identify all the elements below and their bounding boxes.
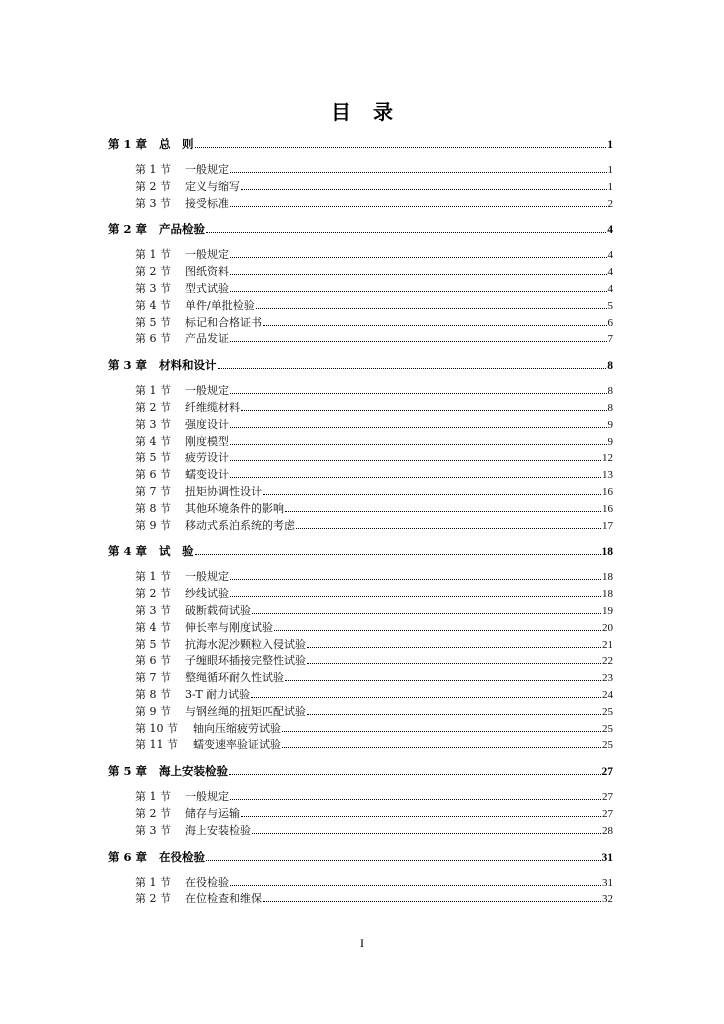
section-page-number: 27 [602, 791, 613, 804]
dot-leader [195, 147, 607, 148]
toc-section-entry[interactable] [108, 484, 613, 501]
toc-section-entry[interactable] [108, 687, 613, 704]
toc-section-entry[interactable] [108, 603, 613, 620]
section-page-number: 22 [602, 655, 613, 668]
section-page-number: 5 [607, 299, 613, 312]
chapter-title: 产品检验 [159, 222, 205, 237]
toc-chapter-entry[interactable] [108, 358, 613, 374]
dot-leader [230, 291, 607, 292]
section-title: 蠕变速率验证试验 [193, 738, 281, 752]
toc-title-char-2: 录 [373, 100, 393, 124]
section-title: 一般规定 [185, 248, 229, 262]
dot-leader [263, 901, 601, 902]
section-title: 纤维缆材料 [185, 400, 240, 414]
dot-leader [252, 613, 601, 614]
section-title: 在位检查和维保 [185, 892, 262, 906]
section-title: 子缠眼环插接完整性试验 [185, 654, 306, 668]
section-title: 扭矩协调性设计 [185, 484, 262, 498]
section-number: 第 7 节 [135, 484, 171, 498]
chapter-title: 总 则 [159, 137, 194, 151]
toc-section-entry[interactable] [108, 806, 613, 823]
section-page-number: 18 [602, 588, 613, 601]
toc-section-entry[interactable] [108, 450, 613, 467]
toc-section-entry[interactable] [108, 823, 613, 840]
section-page-number: 24 [602, 688, 613, 701]
section-page-number: 1 [607, 164, 613, 176]
section-number: 第 9 节 [135, 704, 171, 718]
section-page-number: 25 [602, 722, 613, 735]
section-page-number: 4 [607, 282, 613, 295]
section-title: 标记和合格证书 [185, 315, 262, 329]
dot-leader [230, 444, 607, 445]
dot-leader [252, 833, 601, 834]
dot-leader [263, 325, 607, 326]
section-page-number: 16 [602, 485, 613, 498]
dot-leader [218, 368, 607, 369]
section-number: 第 1 节 [135, 248, 171, 262]
section-page-number: 7 [607, 333, 613, 346]
chapter-number: 第 5 章 [108, 764, 148, 779]
table-of-contents [108, 137, 613, 908]
dot-leader [230, 579, 601, 580]
section-number: 第 2 节 [135, 892, 171, 906]
section-page-number: 18 [602, 571, 613, 584]
chapter-page-number: 31 [601, 851, 613, 864]
section-page-number: 8 [607, 401, 613, 414]
section-number: 第 3 节 [135, 196, 171, 210]
dot-leader [195, 554, 601, 555]
section-number: 第 3 节 [135, 823, 171, 837]
section-number: 第 3 节 [135, 417, 171, 431]
toc-chapter-entry[interactable] [108, 137, 613, 153]
chapter-number: 第 2 章 [108, 222, 148, 237]
toc-chapter-entry[interactable] [108, 850, 613, 866]
dot-leader [206, 232, 606, 233]
section-number: 第 5 节 [135, 451, 171, 465]
dot-leader [230, 206, 607, 207]
section-page-number: 20 [602, 621, 613, 634]
section-number: 第 1 节 [135, 790, 171, 804]
chapter-title: 在役检验 [159, 849, 205, 864]
dot-leader [274, 630, 601, 631]
section-title: 整绳循环耐久性试验 [185, 671, 284, 685]
section-number: 第 2 节 [135, 179, 171, 193]
toc-section-entry[interactable] [108, 501, 613, 518]
section-title: 一般规定 [185, 384, 229, 398]
section-title: 强度设计 [185, 417, 229, 431]
section-number: 第 5 节 [135, 637, 171, 651]
toc-section-entry[interactable] [108, 162, 613, 179]
section-number: 第 10 节 [135, 721, 178, 735]
chapter-page-number: 1 [607, 139, 613, 151]
section-title: 破断载荷试验 [185, 603, 251, 617]
section-page-number: 21 [602, 638, 613, 651]
dot-leader [241, 189, 607, 190]
toc-section-entry[interactable] [108, 737, 613, 754]
toc-section-entry[interactable] [108, 196, 613, 213]
toc-section-entry[interactable] [108, 721, 613, 738]
section-number: 第 9 节 [135, 518, 171, 532]
dot-leader [230, 172, 607, 173]
page-number-footer: I [360, 936, 364, 950]
chapter-title: 材料和设计 [159, 358, 217, 373]
dot-leader [307, 663, 601, 664]
section-page-number: 17 [602, 519, 613, 532]
toc-title-char-1: 目 [331, 100, 351, 124]
toc-section-entry[interactable] [108, 315, 613, 332]
section-number: 第 8 节 [135, 501, 171, 515]
section-number: 第 2 节 [135, 400, 171, 414]
section-title: 疲劳设计 [185, 451, 229, 465]
section-title: 接受标准 [185, 196, 229, 210]
chapter-page-number: 8 [607, 360, 613, 373]
section-number: 第 11 节 [135, 738, 178, 752]
toc-section-entry[interactable] [108, 417, 613, 434]
dot-leader [230, 257, 607, 258]
dot-leader [230, 341, 607, 342]
section-page-number: 19 [602, 604, 613, 617]
chapter-title: 海上安装检验 [159, 764, 228, 779]
toc-section-entry[interactable] [108, 891, 613, 908]
section-page-number: 4 [607, 249, 613, 262]
section-page-number: 27 [602, 807, 613, 820]
toc-section-entry[interactable] [108, 298, 613, 315]
section-number: 第 3 节 [135, 281, 171, 295]
dot-leader [282, 731, 601, 732]
section-title: 纱线试验 [185, 587, 229, 601]
section-title: 定义与缩写 [185, 179, 240, 193]
toc-section-entry[interactable] [108, 620, 613, 637]
toc-section-entry[interactable] [108, 875, 613, 892]
section-page-number: 9 [607, 418, 613, 431]
section-page-number: 32 [602, 893, 613, 906]
section-title: 与钢丝绳的扭矩匹配试验 [185, 704, 306, 718]
section-title: 型式试验 [185, 281, 229, 295]
toc-chapter-entry[interactable] [108, 544, 613, 560]
dot-leader [229, 774, 601, 775]
dot-leader [307, 647, 601, 648]
section-page-number: 28 [602, 824, 613, 837]
section-page-number: 25 [602, 739, 613, 752]
chapter-title: 试 验 [159, 544, 194, 559]
section-page-number: 9 [607, 435, 613, 448]
toc-title [0, 96, 724, 125]
section-number: 第 1 节 [135, 875, 171, 889]
section-title: 一般规定 [185, 570, 229, 584]
section-title: 一般规定 [185, 163, 229, 176]
dot-leader [230, 427, 607, 428]
toc-section-entry[interactable] [108, 670, 613, 687]
section-number: 第 6 节 [135, 468, 171, 482]
section-title: 储存与运输 [185, 806, 240, 820]
section-number: 第 8 节 [135, 687, 171, 701]
dot-leader [263, 494, 601, 495]
section-title: 蠕变设计 [185, 468, 229, 482]
section-number: 第 4 节 [135, 620, 171, 634]
section-title: 在役检验 [185, 875, 229, 889]
toc-section-entry[interactable] [108, 789, 613, 806]
toc-section-entry[interactable] [108, 281, 613, 298]
toc-section-entry[interactable] [108, 179, 613, 196]
chapter-number: 第 4 章 [108, 544, 148, 559]
toc-section-entry[interactable] [108, 467, 613, 484]
dot-leader [230, 799, 601, 800]
toc-section-entry[interactable] [108, 586, 613, 603]
section-title: 产品发证 [185, 332, 229, 346]
section-title: 移动式系泊系统的考虑 [185, 518, 295, 532]
dot-leader [241, 816, 601, 817]
chapter-page-number: 18 [601, 546, 613, 559]
section-page-number: 31 [602, 876, 613, 889]
toc-section-entry[interactable] [108, 383, 613, 400]
toc-section-entry[interactable] [108, 704, 613, 721]
dot-leader [285, 511, 601, 512]
toc-chapter-entry[interactable] [108, 222, 613, 238]
section-page-number: 16 [602, 502, 613, 515]
toc-chapter-entry[interactable] [108, 764, 613, 780]
section-title: 伸长率与刚度试验 [185, 620, 273, 634]
toc-section-entry[interactable] [108, 518, 613, 535]
section-number: 第 5 节 [135, 315, 171, 329]
section-title: 抗海水泥沙颗粒入侵试验 [185, 637, 306, 651]
section-page-number: 2 [607, 197, 613, 210]
section-number: 第 2 节 [135, 587, 171, 601]
toc-section-entry[interactable] [108, 264, 613, 281]
section-title: 3-T 耐力试验 [185, 687, 251, 701]
section-page-number: 12 [602, 452, 613, 465]
toc-section-entry[interactable] [108, 400, 613, 417]
dot-leader [230, 477, 601, 478]
section-title: 单件/单批检验 [185, 298, 255, 312]
toc-section-entry[interactable] [108, 637, 613, 654]
dot-leader [230, 393, 607, 394]
dot-leader [256, 308, 607, 309]
dot-leader [230, 885, 601, 886]
dot-leader [230, 274, 607, 275]
section-page-number: 8 [607, 385, 613, 398]
section-number: 第 4 节 [135, 434, 171, 448]
dot-leader [251, 697, 601, 698]
section-page-number: 4 [607, 266, 613, 279]
section-title: 海上安装检验 [185, 823, 251, 837]
toc-section-entry[interactable] [108, 569, 613, 586]
chapter-number: 第 6 章 [108, 849, 148, 864]
section-page-number: 25 [602, 705, 613, 718]
section-number: 第 2 节 [135, 806, 171, 820]
chapter-page-number: 4 [607, 224, 613, 237]
section-page-number: 23 [602, 672, 613, 685]
dot-leader [307, 714, 601, 715]
dot-leader [282, 747, 601, 748]
dot-leader [296, 528, 601, 529]
section-page-number: 6 [607, 316, 613, 329]
toc-section-entry[interactable] [108, 653, 613, 670]
section-title: 其他环境条件的影响 [185, 501, 284, 515]
dot-leader [230, 596, 601, 597]
dot-leader [285, 680, 601, 681]
section-number: 第 1 节 [135, 570, 171, 584]
section-title: 图纸资料 [185, 265, 229, 279]
section-number: 第 1 节 [135, 384, 171, 398]
section-page-number: 1 [607, 180, 613, 193]
dot-leader [241, 410, 607, 411]
chapter-page-number: 27 [601, 766, 613, 779]
section-number: 第 6 节 [135, 654, 171, 668]
section-number: 第 6 节 [135, 332, 171, 346]
section-page-number: 13 [602, 469, 613, 482]
toc-section-entry[interactable] [108, 331, 613, 348]
section-number: 第 1 节 [135, 163, 171, 176]
section-number: 第 7 节 [135, 671, 171, 685]
section-title: 轴向压缩疲劳试验 [193, 721, 281, 735]
section-title: 刚度模型 [185, 434, 229, 448]
toc-section-entry[interactable] [108, 247, 613, 264]
section-number: 第 2 节 [135, 265, 171, 279]
chapter-number: 第 1 章 [108, 137, 148, 151]
chapter-number: 第 3 章 [108, 358, 148, 373]
toc-section-entry[interactable] [108, 434, 613, 451]
section-number: 第 3 节 [135, 603, 171, 617]
section-title: 一般规定 [185, 790, 229, 804]
dot-leader [206, 860, 601, 861]
section-number: 第 4 节 [135, 298, 171, 312]
dot-leader [230, 460, 601, 461]
